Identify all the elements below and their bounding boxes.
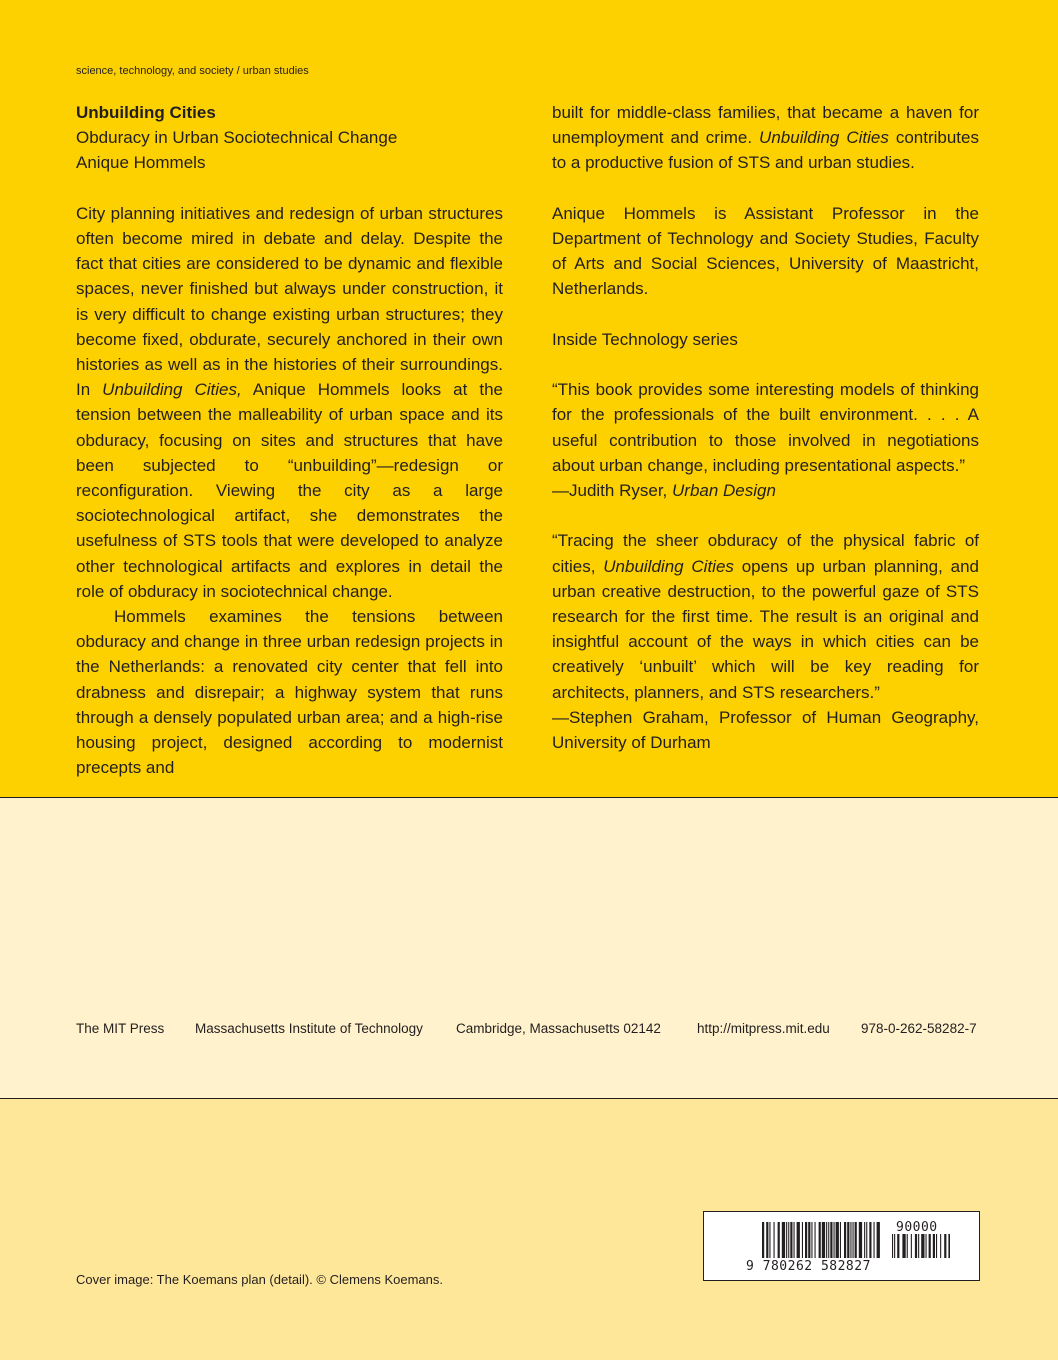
right-column <box>552 100 979 755</box>
barcode-bar <box>830 1222 832 1258</box>
barcode-bar <box>864 1222 865 1258</box>
barcode-bar <box>834 1222 835 1258</box>
barcode-bar <box>786 1222 787 1258</box>
barcode-bar <box>853 1222 854 1258</box>
barcode-bar <box>894 1234 895 1258</box>
book-author: Anique Hommels <box>76 153 206 173</box>
barcode-bar <box>794 1222 795 1258</box>
barcode-bar <box>769 1222 770 1258</box>
barcode-bar <box>892 1234 893 1258</box>
barcode-bar <box>918 1234 919 1258</box>
barcode-bar <box>822 1222 825 1258</box>
barcode-addon-bars <box>892 1234 950 1258</box>
middle-cream-band <box>0 797 1058 1099</box>
barcode-bar <box>774 1222 775 1258</box>
left-column <box>76 100 503 780</box>
barcode-bar <box>790 1222 792 1258</box>
barcode-bar <box>828 1222 829 1258</box>
barcode-bar <box>819 1222 821 1258</box>
book-title: Unbuilding Cities <box>76 103 216 122</box>
barcode-addon-number: 90000 <box>896 1220 938 1235</box>
barcode-bar <box>844 1222 846 1258</box>
barcode-bar <box>766 1222 768 1258</box>
barcode-bar <box>936 1234 937 1258</box>
barcode-bar <box>877 1222 880 1258</box>
barcode-bar <box>808 1222 810 1258</box>
barcode-bar <box>850 1222 851 1258</box>
barcode-bar <box>797 1222 800 1258</box>
series-name: Inside Technology series <box>552 329 738 349</box>
barcode-bar <box>840 1222 841 1258</box>
author-bio: Anique Hommels is Assistant Professor in the Department of Technology and Society Studies, Faculty of Arts and Social Sciences, University of Maastricht, Netherlands. <box>552 203 979 299</box>
book-subtitle: Obduracy in Urban Sociotechnical Change <box>76 128 398 148</box>
cover-credit: Cover image: The Koemans plan (detail). © Clemens Koemans. <box>76 1272 444 1287</box>
barcode-graphic <box>704 1212 981 1282</box>
barcode-bar <box>915 1234 917 1258</box>
barcode-bar <box>866 1222 867 1258</box>
barcode-bar <box>826 1222 827 1258</box>
barcode-bar <box>907 1234 908 1258</box>
barcode-bar <box>902 1234 905 1258</box>
barcode-bar <box>874 1222 875 1258</box>
barcode-main-bars <box>762 1222 880 1258</box>
barcode-bar <box>859 1222 862 1258</box>
barcode-bar <box>869 1222 871 1258</box>
review-quote-2: “Tracing the sheer obduracy of the physical fabric of cities, Unbuilding Cities opens up urban planning, and urban creative destruction, to the powerful gaze of STS research for the first time. The result is an original and insightful account of the ways in which cities can be creatively ‘unbuilt’ which will be key reading for architects, planners, and STS researchers.” <box>552 531 979 702</box>
barcode-bar <box>805 1222 807 1258</box>
category-label: science, technology, and society / urban studies <box>76 65 309 77</box>
publisher-name: The MIT Press <box>76 1021 165 1036</box>
barcode-bar <box>929 1234 931 1258</box>
barcode-main-number: 9 780262 582827 <box>746 1259 871 1274</box>
description-paragraph-2: Hommels examines the tensions between obduracy and change in three urban redesign projects in the Netherlands: a renovated city center that fell into drabness and disrepair; a highway system that runs through a densely populated urban area; and a high-rise housing project, designed according to modernist precepts and <box>76 607 503 778</box>
publisher-address: Cambridge, Massachusetts 02142 <box>456 1021 661 1036</box>
review-quote-1: “This book provides some interesting models of thinking for the professionals of the built environment. . . . A useful contribution to those involved in negotiations about urban change, including presentational aspects.” <box>552 380 979 475</box>
publisher-institution: Massachusetts Institute of Technology <box>195 1021 423 1036</box>
isbn: 978-0-262-58282-7 <box>861 1021 977 1036</box>
publisher-url[interactable]: http://mitpress.mit.edu <box>697 1021 830 1036</box>
barcode-bar <box>815 1222 816 1258</box>
barcode-bar <box>762 1222 764 1258</box>
description-continuation: built for middle-class families, that became a haven for unemployment and crime. Unbuilding Cities contributes to a productive fusion of STS and urban studies. <box>552 103 979 173</box>
barcode-bar <box>948 1234 950 1258</box>
barcode-bar <box>847 1222 849 1258</box>
review-attribution-2: —Stephen Graham, Professor of Human Geography, University of Durham <box>552 707 979 753</box>
barcode-bar <box>855 1222 857 1258</box>
barcode-bar <box>897 1234 899 1258</box>
barcode-bar <box>788 1222 789 1258</box>
barcode-bar <box>933 1234 935 1258</box>
barcode-bar <box>811 1222 812 1258</box>
description-paragraph-1: City planning initiatives and redesign of urban structures often become mired in debate and delay. Despite the fact that cities are considered to be dynamic and flexible spaces, never finished but always under construction, it is very difficult to change existing urban structures; they become fixed, obdurate, securely anchored in their own histories as well as in the histories of their surroundings. In Unbuilding Cities, Anique Hommels looks at the tension between the malleability of urban space and its obduracy, focusing on sites and structures that have been subjected to “unbuilding”—redesign or reconfiguration. Viewing the city as a large sociotechnological artifact, she demonstrates the usefulness of STS tools that were developed to analyze other technological artifacts and explores in detail the role of obduracy in sociotechnical change. <box>76 203 503 601</box>
barcode-bar <box>782 1222 785 1258</box>
barcode-bar <box>926 1234 927 1258</box>
barcode-bar <box>778 1222 780 1258</box>
barcode-bar <box>836 1222 839 1258</box>
barcode-bar <box>940 1234 941 1258</box>
isbn-barcode <box>703 1211 980 1281</box>
barcode-bar <box>921 1234 924 1258</box>
barcode-bar <box>911 1234 912 1258</box>
review-attribution-1: —Judith Ryser, Urban Design <box>552 481 776 500</box>
barcode-bar <box>944 1234 946 1258</box>
barcode-bar <box>802 1222 803 1258</box>
